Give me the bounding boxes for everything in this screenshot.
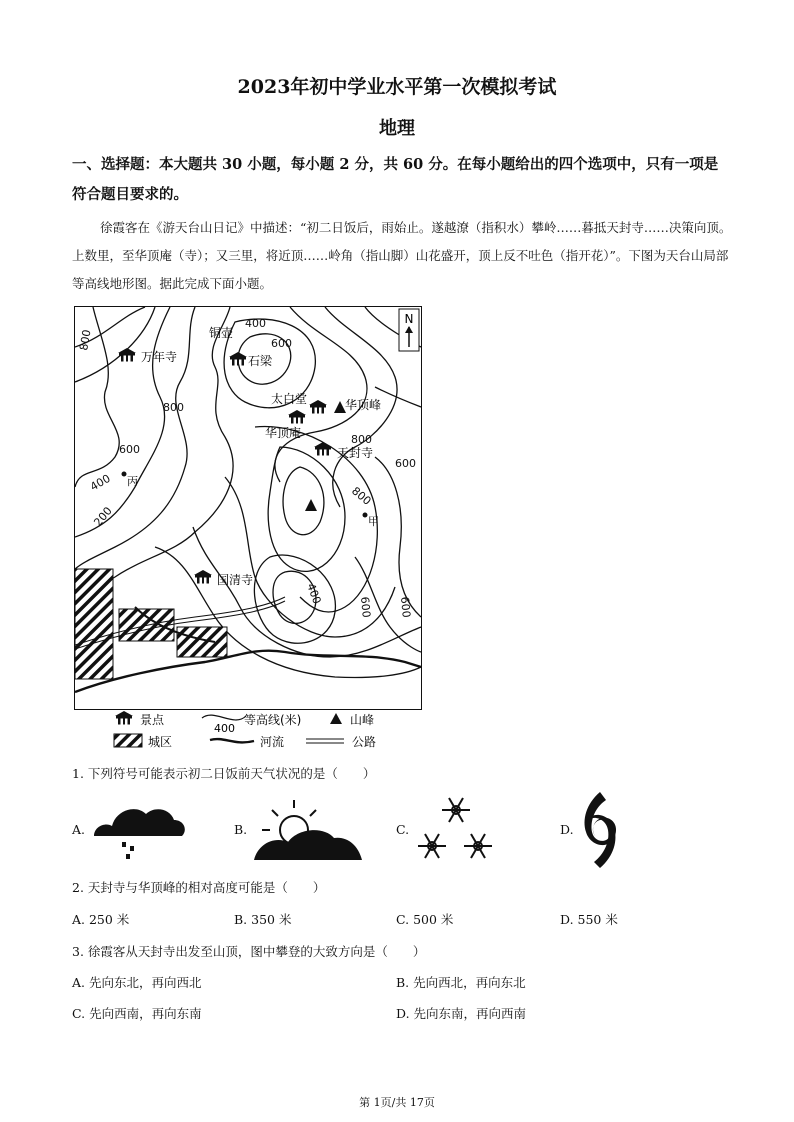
- label-tianfeng: 天封寺: [337, 446, 374, 460]
- q3-option-b[interactable]: B. 先向西北，再向东北: [396, 975, 526, 990]
- shiliang-temple-icon: [229, 352, 247, 366]
- contour-label: 800: [349, 484, 374, 508]
- river: [75, 651, 421, 692]
- label-jia: 甲: [368, 515, 379, 528]
- point-bing-icon: [122, 472, 127, 477]
- q2-option-b[interactable]: B. 350 米: [234, 912, 292, 927]
- q2-option-c[interactable]: C. 500 米: [396, 912, 454, 927]
- label-huadingan: 华顶庵: [265, 426, 302, 440]
- page-footer: 第 1页/共 17页: [359, 1096, 435, 1109]
- legend-peak-icon: [330, 713, 342, 724]
- q2-option-d[interactable]: D. 550 米: [560, 912, 618, 927]
- question-3-stem: 3. 徐霞客从天封寺出发至山顶，图中攀登的大致方向是（ ）: [72, 944, 426, 959]
- label-guoqing: 国清寺: [217, 573, 254, 587]
- contour-label: 600: [358, 596, 373, 619]
- legend-river-label: 河流: [260, 735, 285, 749]
- q2-option-a[interactable]: A. 250 米: [72, 912, 130, 927]
- section-heading: 一、选择题：本大题共 30 小题，每小题 2 分，共 60 分。在每小题给出的四个选项中，只有一项是符合题目要求的。: [72, 156, 719, 203]
- contour-label: 400: [245, 317, 266, 330]
- guoqing-temple-icon: [194, 570, 212, 584]
- legend-city-label: 城区: [148, 735, 173, 749]
- q1-option-c-label[interactable]: C.: [396, 822, 410, 837]
- q3-option-d[interactable]: D. 先向东南，再向西南: [396, 1006, 527, 1021]
- question-2-stem: 2. 天封寺与华顶峰的相对高度可能是（ ）: [72, 880, 326, 895]
- snowflakes-icon: [414, 794, 498, 866]
- point-jia-icon: [363, 513, 368, 518]
- legend-city-icon: [114, 734, 142, 747]
- sun-over-cloud-icon: [254, 800, 362, 862]
- contour-label: 600: [398, 596, 413, 619]
- legend-peak-label: 山峰: [350, 713, 375, 727]
- legend-river-icon: [210, 739, 254, 742]
- contour-map-svg: [75, 307, 421, 709]
- huadingan-temple-icon: [288, 410, 306, 424]
- legend-contour-label: 等高线(米): [244, 713, 302, 727]
- legend-svg: [74, 708, 420, 752]
- tianfeng-temple-icon: [314, 442, 332, 456]
- contour-label: 800: [163, 401, 184, 414]
- wannian-temple-icon: [118, 348, 136, 362]
- q1-option-b-label[interactable]: B.: [234, 822, 248, 837]
- page-title: 2023年初中学业水平第一次模拟考试: [237, 76, 557, 98]
- question-1-stem: 1. 下列符号可能表示初二日饭前天气状况的是（ ）: [72, 766, 376, 781]
- legend-contour-sample: 400: [214, 722, 235, 735]
- legend-spot-label: 景点: [140, 713, 165, 727]
- contour-label: 400: [304, 581, 324, 606]
- q3-option-a[interactable]: A. 先向东北，再向西北: [72, 975, 202, 990]
- contour-label: 600: [271, 337, 292, 350]
- taibai-temple-icon: [309, 400, 327, 414]
- contour-label: 600: [119, 443, 140, 456]
- contour-label: 800: [351, 433, 372, 446]
- peak-icon: [305, 499, 317, 511]
- north-label: N: [404, 312, 414, 326]
- passage-text: 徐霞客在《游天台山日记》中描述：“初二日饭后，雨始止。遂越潦（指积水）攀岭……暮抵天封寺……决策向顶。上数里，至华顶庵（寺）；又三里，将近顶……岭角（指山脚）山花盛开，顶上反不吐色（指开花）”。下图为天台山局部等高线地形图。据此完成下面小题。: [72, 220, 732, 291]
- typhoon-icon: [578, 790, 622, 870]
- subject-title: 地理: [379, 118, 415, 139]
- rain-cloud-icon: [92, 796, 188, 864]
- contour-label: 400: [88, 471, 113, 494]
- contour-label: 200: [91, 504, 115, 529]
- label-bing: 丙: [127, 475, 138, 488]
- q1-option-d-label[interactable]: D.: [560, 822, 574, 837]
- q3-option-c[interactable]: C. 先向西南，再向东南: [72, 1006, 202, 1021]
- label-shiliang: 石梁: [248, 354, 273, 368]
- contour-label: 600: [395, 457, 416, 470]
- label-wannian: 万年寺: [141, 350, 178, 364]
- label-taibai: 太白堂: [271, 392, 308, 406]
- legend-road-label: 公路: [352, 735, 377, 749]
- label-huadingfeng: 华顶峰: [345, 398, 382, 412]
- legend-contour-icon: [202, 715, 246, 720]
- north-arrow: [399, 309, 419, 351]
- map-legend: [74, 708, 420, 752]
- contour-label: 800: [77, 328, 94, 352]
- label-tonghu: 铜壶: [209, 326, 234, 340]
- q1-option-a-label[interactable]: A.: [72, 822, 86, 837]
- contour-map: [74, 306, 422, 710]
